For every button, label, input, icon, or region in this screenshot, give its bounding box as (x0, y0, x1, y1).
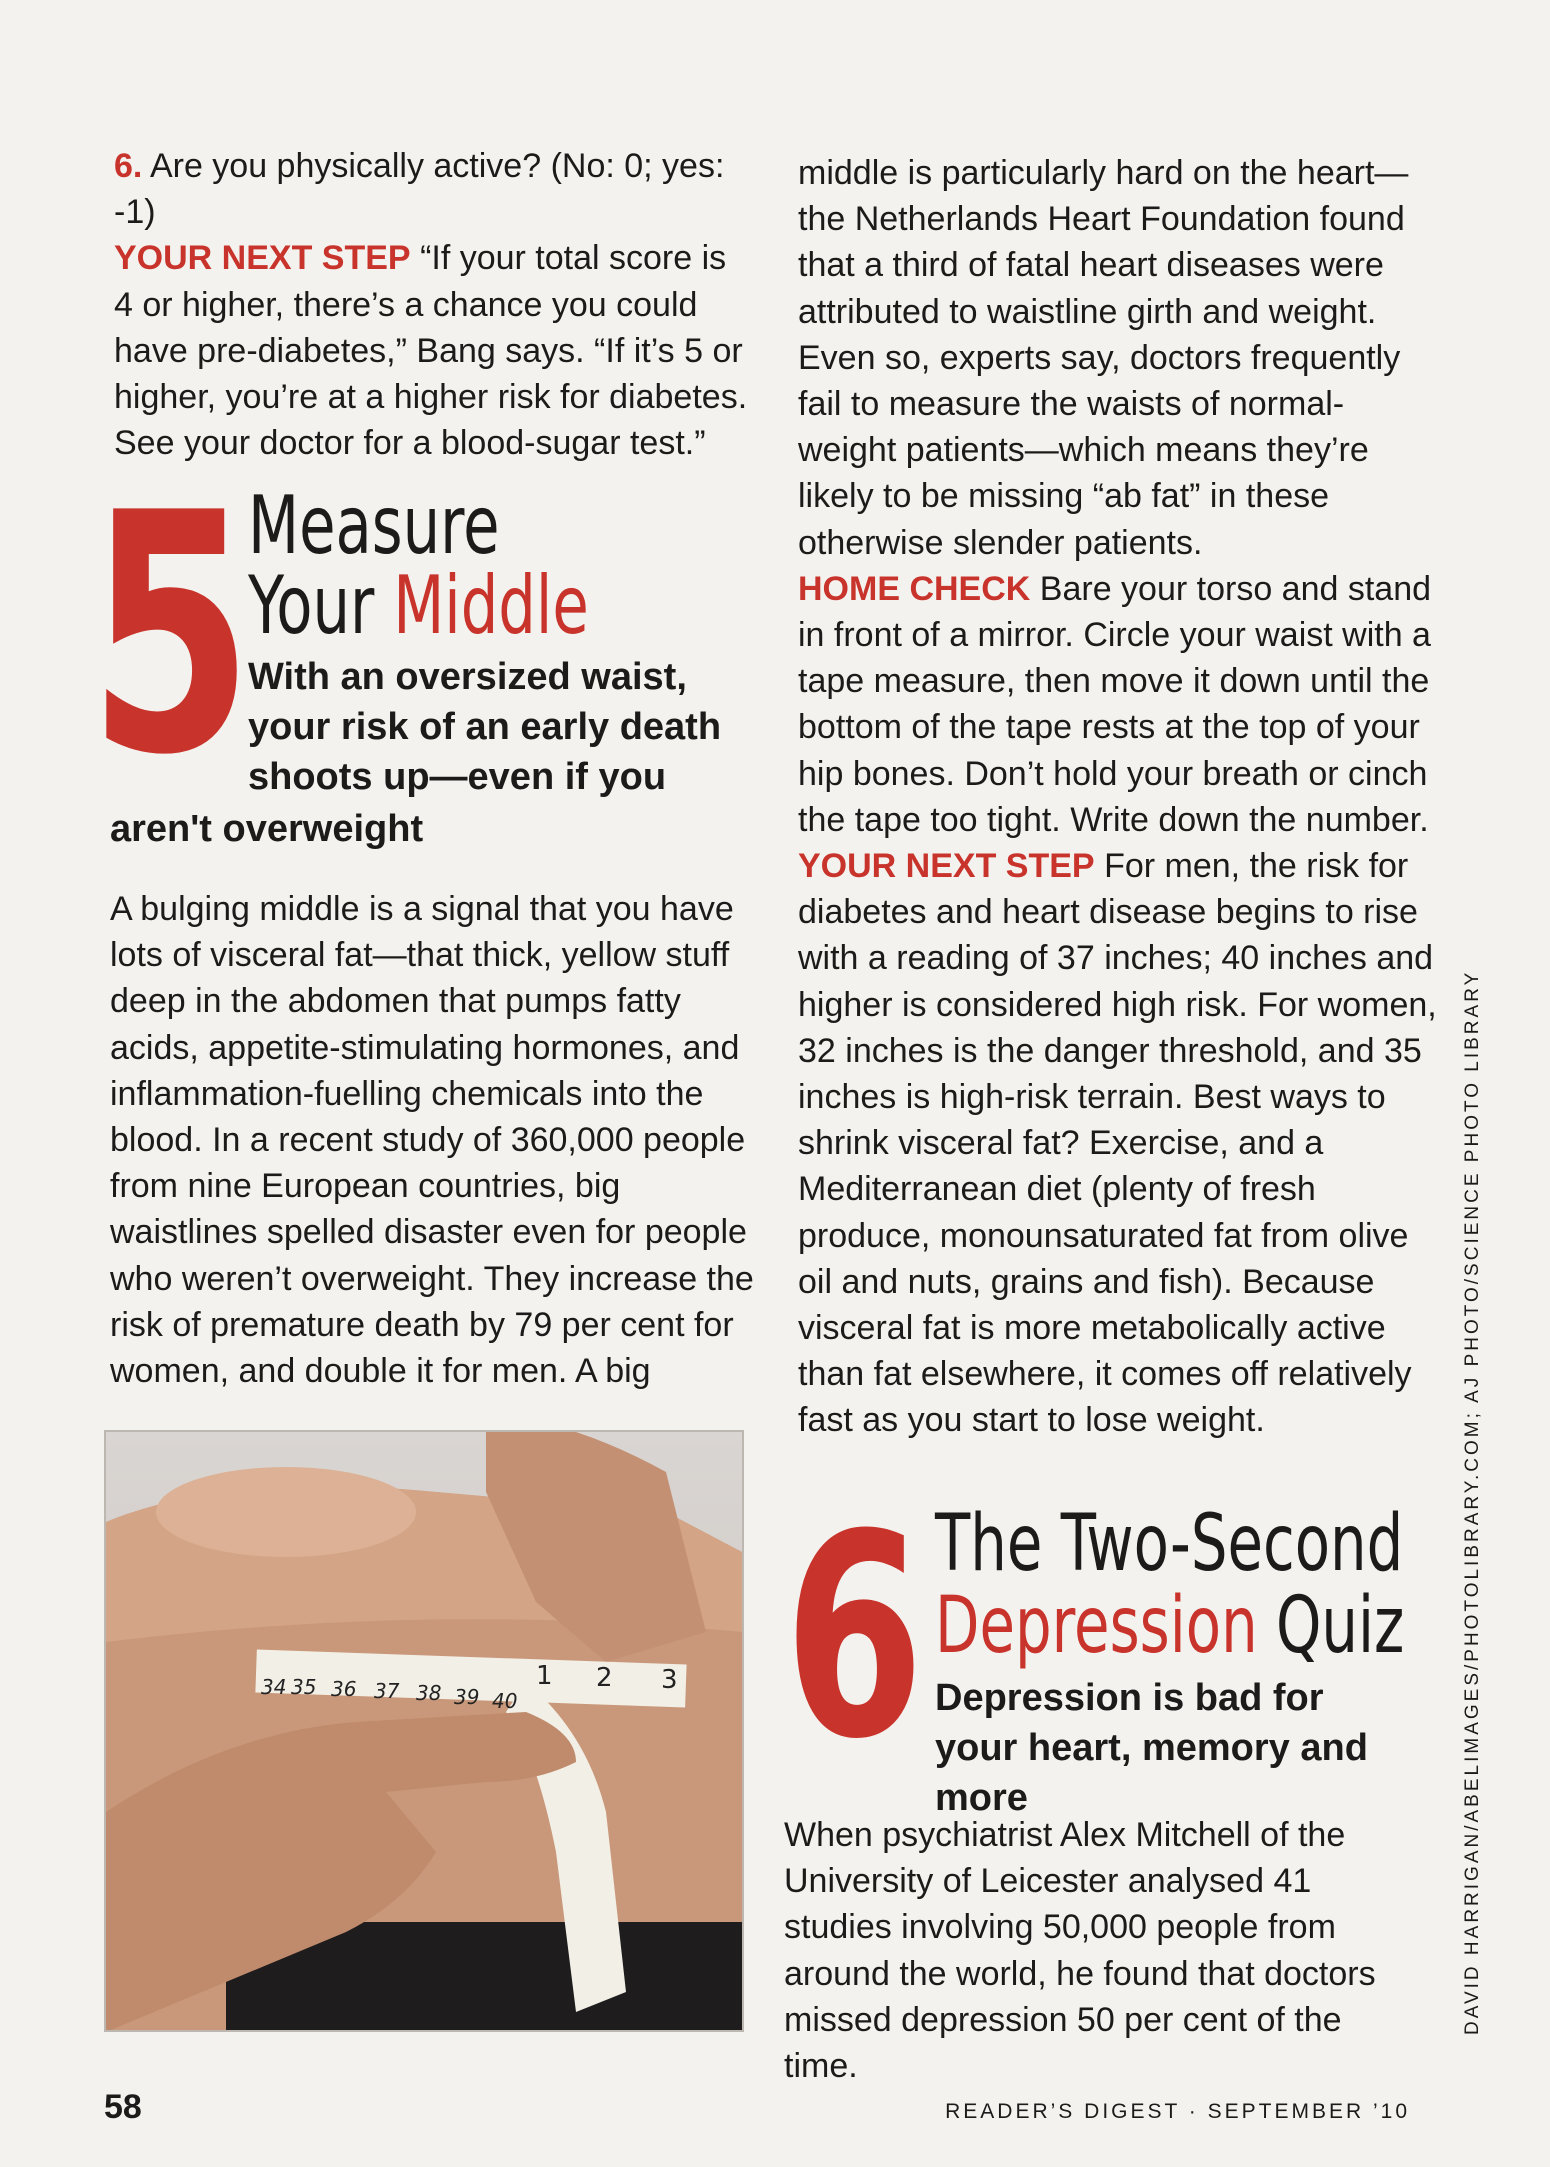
tape-number: 38 (416, 1681, 442, 1705)
photo-credit: DAVID HARRIGAN/ABELIMAGES/PHOTOLIBRARY.COM; AJ PHOTO/SCIENCE PHOTO LIBRARY (1462, 969, 1483, 2035)
section-6-subtitle: Depression is bad for your heart, memory and more (935, 1677, 1368, 1819)
magazine-footer: READER’S DIGEST · SEPTEMBER ’10 (945, 2100, 1410, 2123)
tape-number: 3 (661, 1665, 678, 1695)
section-6-title-plain: Quiz (1257, 1581, 1405, 1671)
right-continued: middle is particularly hard on the heart—the Netherlands Heart Foundation found that a third of fatal heart diseases were attributed to waistline girth and weight. Even so, experts say, doctors frequently fail to measure the waists of normal-weight patients—which means they’re likely to be missing “ab fat” in these otherwise slender patients. (798, 154, 1409, 562)
next-step-label: YOUR NEXT STEP (798, 847, 1095, 886)
section-5-title-red: Middle (393, 559, 589, 652)
next-step-text: For men, the risk for diabetes and heart disease begins to rise with a reading of 37 inches; 40 inches and higher is considered high risk. For women, 32 inches is the danger threshold, and 35 inches is high-risk terrain. Best ways to shrink visceral fat? Exercise, and a Mediterranean diet (plenty of fresh produce, monounsaturated fat from olive oil and nuts, grains and fish). Because visceral fat is more metabolically active than fat elsewhere, it comes off relatively fast as you start to lose weight. (798, 847, 1437, 1440)
section-6-title-line2 (935, 1581, 1405, 1671)
section-6-body: When psychiatrist Alex Mitchell of the University of Leicester analysed 41 studies involving 50,000 people from around the world, he found that doctors missed depression 50 per cent of the time. (784, 1816, 1376, 2086)
tape-number: 39 (454, 1685, 480, 1709)
quiz-number: 6. (114, 147, 143, 185)
waist-measure-photo (104, 1430, 744, 2032)
section-6-number: 6 (784, 1475, 925, 1801)
tape-number: 40 (492, 1689, 518, 1713)
home-check-label: HOME CHECK (798, 569, 1031, 608)
section-5-subtitle: With an oversized waist, your risk of an early death shoots up—even if you (248, 656, 722, 798)
right-next-step (798, 843, 1438, 1444)
next-step-label: YOUR NEXT STEP (114, 239, 411, 278)
tape-number: 34 (261, 1675, 287, 1699)
tape-number: 1 (536, 1661, 553, 1691)
section-5-title-plain: Your (248, 559, 394, 652)
quiz-next-step (114, 235, 754, 466)
tape-number: 36 (331, 1677, 357, 1701)
quiz-question (114, 143, 754, 235)
tape-number: 2 (596, 1663, 613, 1693)
home-check-text: Bare your torso and stand in front of a mirror. Circle your waist with a tape measure, then move it down until the bottom of the tape rests at the top of your hip bones. Don’t hold your breath or cinch the tape too tight. Write down the number. (798, 569, 1432, 839)
home-check (798, 566, 1438, 843)
tape-measure-illustration (106, 1432, 742, 2030)
section-6-title-line1: The Two-Second (935, 1499, 1404, 1589)
page-number: 58 (104, 2088, 142, 2126)
section-5-body: A bulging middle is a signal that you have lots of visceral fat—that thick, yellow stuff deep in the abdomen that pumps fatty acids, appetite-stimulating hormones, and inflammation-fuelling chemicals into the blood. In a recent study of 360,000 people from nine European countries, big waistlines spelled disaster even for people who weren’t overweight. They increase the risk of premature death by 79 per cent for women, and double it for men. A big (110, 890, 754, 1391)
section-5-number: 5 (88, 443, 254, 827)
right-column (798, 150, 1438, 1444)
quiz-question-text: Are you physically active? (No: 0; yes: -1) (114, 147, 725, 232)
section-5-title-line1: Measure (248, 479, 500, 572)
quiz-block (114, 143, 754, 466)
tape-number: 37 (374, 1679, 400, 1703)
next-step-text: “If your total score is 4 or higher, there’s a chance you could have pre-diabetes,” Bang says. “If it’s 5 or higher, you’re at a higher risk for diabetes. See your doctor for a blood-sugar test.” (114, 239, 748, 463)
section-5-subtitle-last: aren't overweight (110, 808, 424, 850)
section-6-title-red: Depression (935, 1581, 1258, 1671)
section-5-title-line2 (248, 559, 589, 652)
tape-number: 35 (291, 1675, 317, 1699)
